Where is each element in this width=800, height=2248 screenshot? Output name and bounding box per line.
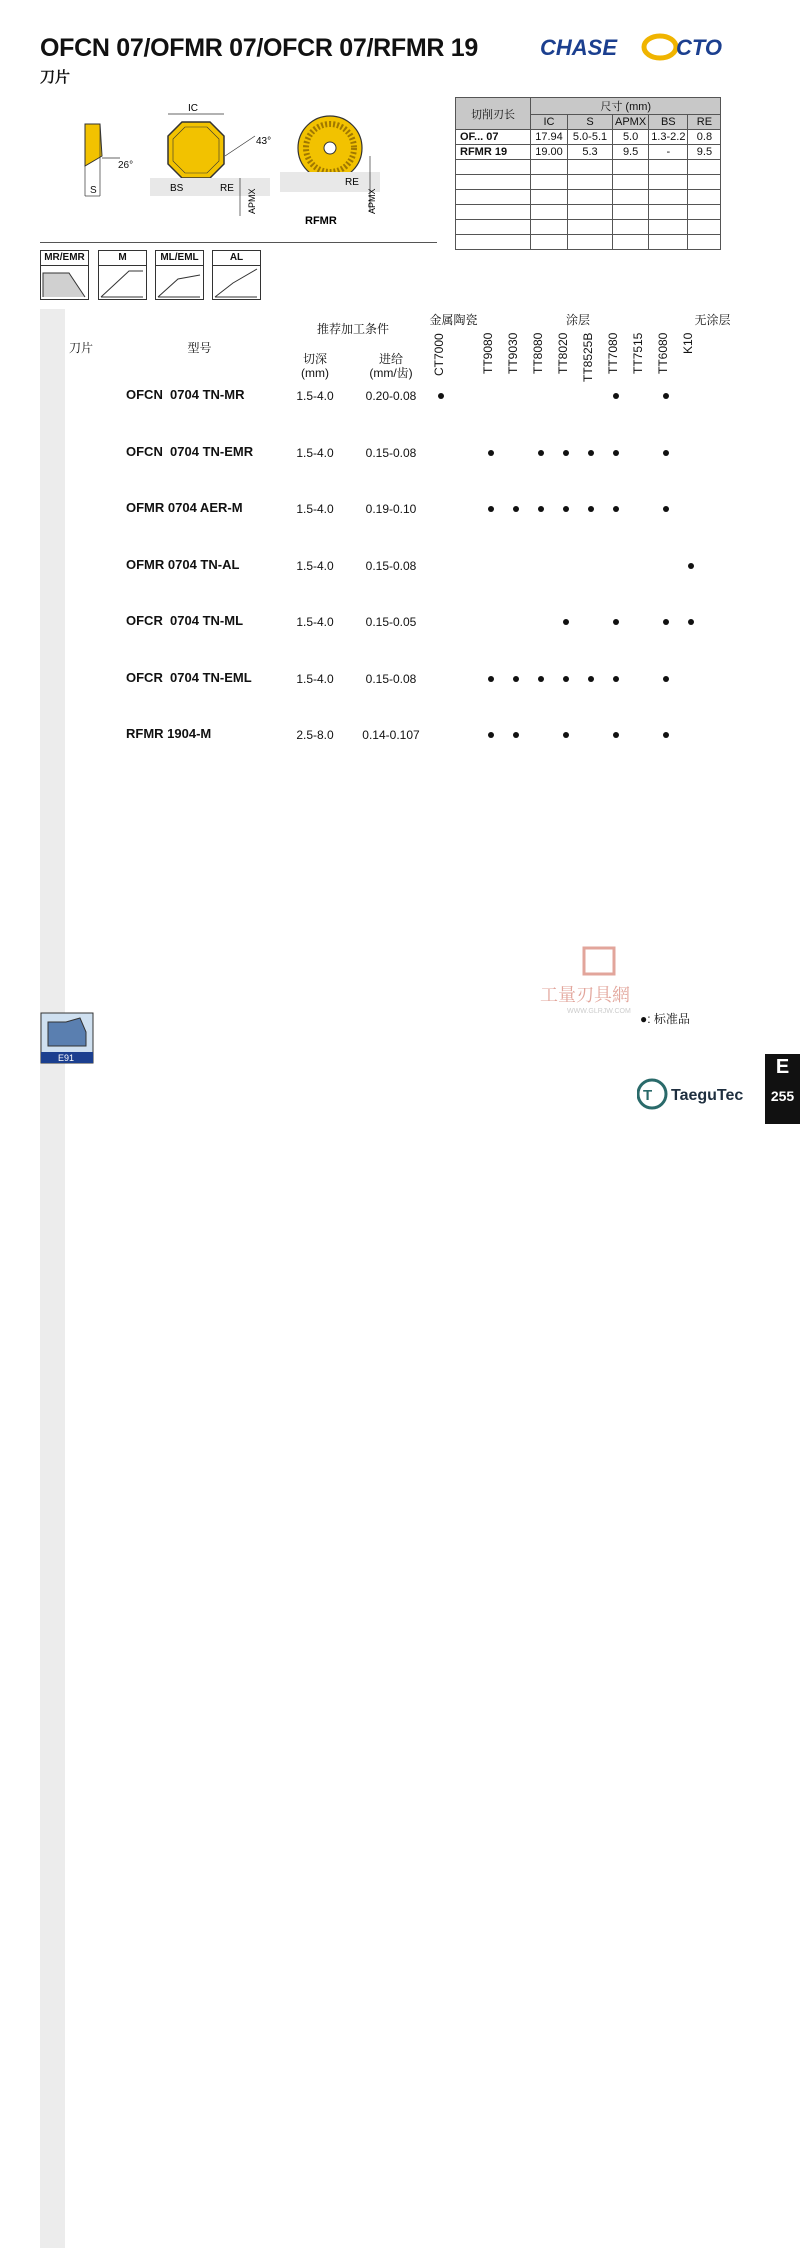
header-conditions: 推荐加工条件	[316, 322, 389, 336]
feed-rate: 0.15-0.08	[365, 558, 417, 573]
grade-column-shade	[40, 1005, 65, 1701]
group-uncoated: 无涂层	[694, 313, 731, 327]
profile-mr-emr	[40, 250, 89, 300]
availability-dot	[563, 676, 569, 682]
header-feed: 进给 (mm/齿)	[369, 352, 413, 380]
grade-name: TT8020	[556, 333, 570, 375]
section-letter: E	[775, 1056, 790, 1078]
spec-col: RE	[688, 115, 721, 130]
availability-dot	[613, 619, 619, 625]
availability-dot	[563, 732, 569, 738]
spec-row-name: RFMR 19	[456, 145, 531, 160]
watermark-cn: 工量刃具網	[540, 985, 630, 1006]
availability-dot	[563, 506, 569, 512]
availability-dot	[688, 619, 694, 625]
insert-diagrams	[40, 96, 440, 246]
spec-cell: 1.3-2.2	[649, 130, 688, 145]
availability-dot	[613, 676, 619, 682]
feed-rate: 0.15-0.08	[365, 671, 417, 686]
insert-code: OFCN 0704 TN-MR	[126, 387, 245, 402]
availability-dot	[613, 506, 619, 512]
profile-label: MR/EMR	[41, 251, 88, 266]
profile-label: AL	[213, 251, 260, 266]
feed-rate: 0.20-0.08	[365, 389, 417, 403]
availability-dot	[663, 450, 669, 456]
spec-col: IC	[531, 115, 568, 130]
grade-name: TT8080	[531, 333, 545, 375]
section-subtitle: 刀片	[40, 69, 71, 86]
grade-name: TT9080	[481, 333, 495, 375]
insert-code: OFCR 0704 TN-ML	[126, 613, 244, 628]
feed-rate: 0.19-0.10	[365, 502, 417, 516]
availability-dot	[663, 393, 669, 399]
availability-dot	[513, 506, 519, 512]
availability-dot	[688, 563, 694, 569]
availability-dot	[513, 732, 519, 738]
cutting-depth: 1.5-4.0	[296, 445, 334, 460]
spec-corner: 切削刃长	[456, 98, 531, 130]
availability-dot	[538, 450, 544, 456]
profile-ml-eml	[155, 250, 204, 300]
page-title: OFCN 07/OFMR 07/OFCR 07/RFMR 19	[40, 34, 479, 62]
availability-dot	[588, 676, 594, 682]
availability-dot	[663, 732, 669, 738]
header-depth: 切深 (mm)	[301, 352, 329, 380]
divider	[40, 242, 437, 243]
cutting-depth: 1.5-4.0	[296, 671, 334, 686]
cutting-depth: 1.5-4.0	[296, 558, 334, 573]
availability-dot	[663, 676, 669, 682]
spec-table	[455, 97, 721, 250]
side-view-diagram	[85, 124, 133, 196]
apmx2-label: APMX	[367, 188, 377, 214]
spec-cell: 19.00	[531, 145, 568, 160]
top-view-diagram	[150, 103, 271, 216]
spec-cell: 5.0-5.1	[568, 130, 613, 145]
spec-cell: 9.5	[688, 145, 721, 160]
page-ref-thumbnail[interactable]	[40, 1012, 94, 1064]
chaseocto-logo	[540, 30, 755, 64]
profile-label: M	[99, 251, 146, 266]
re-label: RE	[220, 183, 234, 194]
availability-dot	[488, 506, 494, 512]
feed-rate: 0.14-0.107	[362, 728, 420, 742]
page-ref-label: E91	[58, 1053, 75, 1063]
spec-cell: 5.3	[568, 145, 613, 160]
re2-label: RE	[345, 177, 359, 188]
availability-dot	[488, 732, 494, 738]
watermark-url: WWW.GLRJW.COM	[567, 1008, 631, 1015]
spec-cell: 17.94	[531, 130, 568, 145]
apmx-label: APMX	[247, 188, 257, 214]
insert-code: OFMR 0704 AER-M	[126, 500, 243, 515]
availability-dot	[488, 450, 494, 456]
availability-dot	[563, 450, 569, 456]
insert-code: OFCR 0704 TN-EML	[126, 669, 252, 685]
cutting-depth: 1.5-4.0	[296, 502, 334, 516]
cutting-depth: 2.5-8.0	[296, 728, 334, 742]
grade-name: TT7515	[631, 333, 645, 375]
feed-rate: 0.15-0.08	[365, 445, 417, 460]
grade-table	[40, 309, 747, 1005]
page-number: 255	[770, 1088, 795, 1104]
bs-label: BS	[170, 183, 184, 194]
spec-col: S	[568, 115, 613, 130]
availability-dot	[663, 619, 669, 625]
profile-m	[98, 250, 147, 300]
header-model: 型号	[187, 341, 212, 355]
watermark	[537, 945, 667, 1015]
profile-label: ML/EML	[156, 251, 203, 266]
availability-dot	[538, 506, 544, 512]
grade-column-shade	[40, 309, 65, 1005]
feed-rate: 0.15-0.05	[365, 615, 417, 629]
ic-label: IC	[188, 103, 198, 114]
availability-dot	[588, 450, 594, 456]
spec-col: BS	[649, 115, 688, 130]
taegutec-logo	[637, 1077, 762, 1111]
spec-cell: -	[649, 145, 688, 160]
footer-brand: TaeguTec	[671, 1087, 744, 1104]
spec-col: APMX	[613, 115, 649, 130]
availability-dot	[488, 676, 494, 682]
grade-name: TT8525B	[581, 333, 595, 383]
availability-dot	[513, 676, 519, 682]
insert-code: OFMR 0704 TN-AL	[126, 556, 240, 572]
grade-name: CT7000	[432, 333, 446, 376]
angle1-label: 26°	[118, 160, 134, 171]
spec-group: 尺寸 (mm)	[531, 98, 721, 115]
insert-code: RFMR 1904-M	[126, 726, 212, 741]
availability-dot	[538, 676, 544, 682]
spec-cell: 9.5	[613, 145, 649, 160]
availability-dot	[613, 450, 619, 456]
legend-text: ●: 标准品	[640, 1012, 690, 1026]
cutting-depth: 1.5-4.0	[296, 615, 334, 629]
group-coated: 涂层	[565, 313, 590, 327]
availability-dot	[613, 393, 619, 399]
availability-dot	[613, 732, 619, 738]
header-insert: 刀片	[68, 341, 93, 355]
availability-dot	[663, 506, 669, 512]
grade-name: TT6080	[656, 333, 670, 375]
availability-dot	[588, 506, 594, 512]
spec-row-name: OF... 07	[456, 130, 531, 145]
availability-dot	[563, 619, 569, 625]
grade-name: K10	[681, 333, 695, 355]
group-cermet: 金属陶瓷	[429, 313, 478, 327]
spec-cell: 5.0	[613, 130, 649, 145]
angle2-label: 43°	[256, 136, 272, 147]
grade-name: TT9030	[506, 333, 520, 375]
grade-column-shade	[40, 1701, 65, 2248]
insert-code: OFCN 0704 TN-EMR	[126, 443, 254, 459]
profile-al	[212, 250, 261, 300]
svg-text:CTO: CTO	[676, 35, 723, 60]
section-tab	[765, 1054, 800, 1124]
availability-dot	[438, 393, 444, 399]
svg-text:T: T	[643, 1087, 653, 1104]
cutting-depth: 1.5-4.0	[296, 389, 334, 403]
rfmr-label: RFMR	[305, 215, 337, 227]
s-label: S	[90, 185, 97, 196]
grade-name: TT7080	[606, 333, 620, 375]
spec-cell: 0.8	[688, 130, 721, 145]
svg-text:CHASE: CHASE	[540, 35, 618, 60]
rfmr-diagram	[280, 116, 380, 227]
